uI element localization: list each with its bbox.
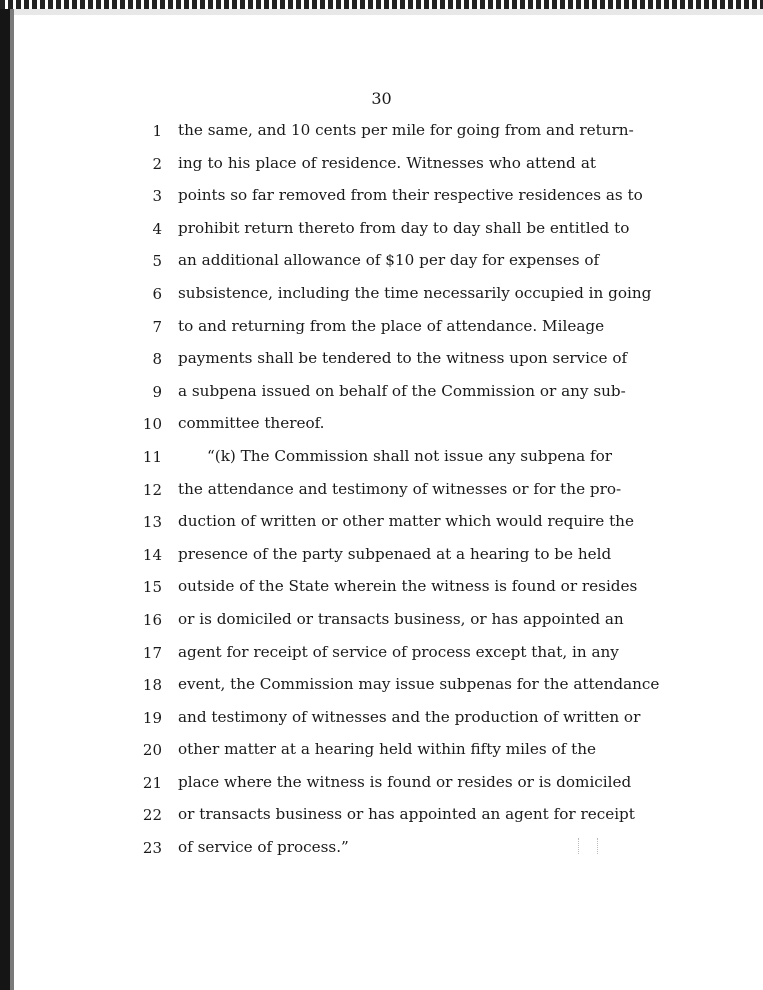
line-text: the attendance and testimony of witnesses or for the pro- (178, 479, 622, 498)
text-line (0, 149, 763, 182)
line-number: 9 (152, 382, 162, 401)
line-text: the same, and 10 cents per mile for going from and return- (178, 121, 634, 139)
line-text: an additional allowance of $10 per day for expenses of (178, 251, 600, 270)
text-line (0, 833, 763, 866)
line-number: 12 (142, 480, 162, 499)
scan-artifact (578, 838, 598, 854)
text-line (0, 605, 763, 638)
line-text: ing to his place of residence. Witnesses who attend at (178, 153, 596, 172)
line-text: or is domiciled or transacts business, or has appointed an (178, 609, 624, 628)
line-number: 16 (142, 610, 162, 629)
line-number: 17 (142, 643, 162, 662)
scan-top-bar (0, 9, 763, 15)
line-text: subsistence, including the time necessarily occupied in going (178, 283, 652, 302)
text-line (0, 800, 763, 833)
text-line (0, 703, 763, 736)
line-text: committee thereof. (178, 414, 325, 433)
line-text: a subpena issued on behalf of the Commission or any sub- (178, 381, 626, 400)
text-line (0, 312, 763, 345)
line-text: “(k) The Commission shall not issue any subpena for (207, 446, 613, 465)
line-number: 18 (142, 676, 162, 695)
text-line (0, 279, 763, 312)
text-line (0, 735, 763, 768)
line-number: 2 (152, 154, 162, 173)
line-text: of service of process.” (178, 838, 349, 857)
text-line (0, 116, 763, 149)
text-line (0, 638, 763, 671)
line-number: 6 (152, 284, 162, 303)
line-number: 15 (142, 578, 162, 597)
line-number: 14 (142, 545, 162, 564)
line-number: 1 (152, 122, 162, 140)
line-number: 22 (142, 806, 162, 825)
line-text: points so far removed from their respective residences as to (178, 186, 643, 205)
text-line (0, 670, 763, 703)
line-number: 5 (152, 252, 162, 271)
text-line (0, 768, 763, 801)
text-line (0, 409, 763, 442)
text-line (0, 214, 763, 247)
line-text: duction of written or other matter which would require the (178, 512, 634, 531)
line-number: 23 (142, 839, 162, 858)
line-text: to and returning from the place of attendance. Mileage (178, 316, 605, 335)
text-line (0, 344, 763, 377)
line-number: 13 (142, 513, 162, 532)
line-number: 19 (142, 708, 162, 727)
line-number: 4 (152, 219, 162, 238)
line-number: 11 (142, 447, 162, 466)
text-line (0, 246, 763, 279)
line-number: 10 (142, 415, 162, 434)
text-line (0, 181, 763, 214)
line-text: agent for receipt of service of process except that, in any (178, 642, 619, 661)
text-line (0, 572, 763, 605)
line-number: 8 (152, 350, 162, 369)
line-text: outside of the State wherein the witness is found or resides (178, 577, 638, 596)
line-number: 7 (152, 317, 162, 336)
line-text: other matter at a hearing held within fifty miles of the (178, 740, 596, 759)
text-line (0, 540, 763, 573)
text-line (0, 507, 763, 540)
line-text: and testimony of witnesses and the production of written or (178, 707, 641, 726)
line-text: or transacts business or has appointed an agent for receipt (178, 805, 635, 824)
line-text: place where the witness is found or resides or is domiciled (178, 772, 632, 791)
document-body (0, 116, 763, 866)
page-number: 30 (371, 89, 392, 108)
line-text: presence of the party subpenaed at a hearing to be held (178, 544, 612, 563)
line-number: 3 (152, 187, 162, 206)
line-text: event, the Commission may issue subpenas for the attendance (178, 675, 660, 694)
line-text: payments shall be tendered to the witness upon service of (178, 349, 628, 368)
text-line (0, 377, 763, 410)
line-text: prohibit return thereto from day to day shall be entitled to (178, 218, 630, 237)
text-line (0, 442, 763, 475)
line-number: 21 (142, 773, 162, 792)
line-number: 20 (142, 741, 162, 760)
text-line (0, 475, 763, 508)
